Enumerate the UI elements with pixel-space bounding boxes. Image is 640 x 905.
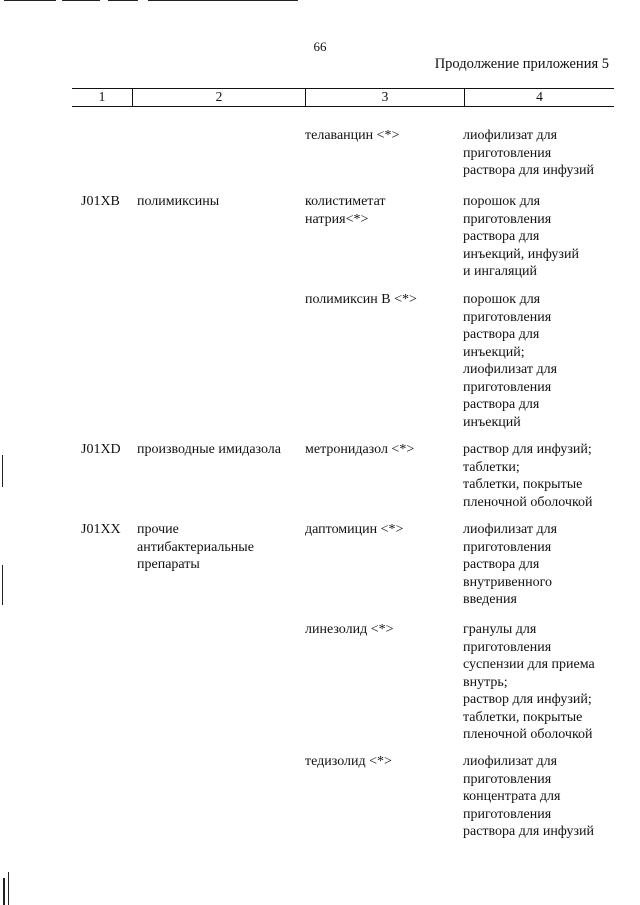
- dosage-forms-line: порошок для: [463, 292, 541, 307]
- drug-name-line: линезолид <*>: [305, 622, 394, 637]
- atc-code: [81, 193, 120, 211]
- drug-name: [305, 441, 414, 459]
- page-number: 66: [313, 39, 327, 54]
- drug-name: [305, 127, 399, 145]
- drug-name-line: тедизолид <*>: [305, 754, 392, 769]
- continuation-title: Продолжение приложения 5: [434, 56, 609, 72]
- drug-group-line: полимиксины: [137, 194, 220, 209]
- dosage-forms-line: приготовления: [463, 379, 552, 395]
- dosage-forms-line: введения: [463, 592, 517, 607]
- dosage-forms-line: суспензии для приема: [463, 657, 595, 672]
- dosage-forms-line: приготовления: [463, 771, 552, 787]
- dosage-forms-line: приготовления: [463, 309, 552, 325]
- drug-name: [305, 521, 403, 539]
- drug-name-line: полимиксин В <*>: [305, 292, 417, 307]
- drug-name: [305, 193, 386, 228]
- scan-mark-left: [2, 565, 3, 605]
- dosage-forms: [463, 193, 579, 281]
- dosage-forms-line: таблетки, покрытые: [463, 709, 583, 725]
- drug-group-line: антибактериальные: [137, 539, 254, 555]
- dosage-forms-line: раствора для: [463, 557, 540, 572]
- atc-code: [81, 441, 121, 459]
- dosage-forms-line: раствора для: [463, 229, 540, 244]
- scan-mark-left: [3, 878, 5, 905]
- scan-line-top: [148, 0, 298, 1]
- dosage-forms-line: раствор для инфузий;: [463, 442, 592, 457]
- dosage-forms-line: пленочной оболочкой: [463, 727, 593, 742]
- scan-line-top: [62, 0, 100, 1]
- dosage-forms: [463, 291, 557, 431]
- dosage-forms: [463, 521, 557, 609]
- drug-name: [305, 291, 417, 309]
- dosage-forms-line: и ингаляций: [463, 264, 537, 279]
- atc-code: [81, 521, 121, 539]
- drug-name-line: телаванцин <*>: [305, 128, 400, 143]
- dosage-forms-line: приготовления: [463, 211, 552, 227]
- dosage-forms-line: пленочной оболочкой: [463, 494, 593, 510]
- drug-group-line: производные имидазола: [137, 442, 282, 457]
- drug-group: [137, 193, 219, 211]
- dosage-forms-line: раствора для инфузий: [463, 824, 595, 839]
- drug-name-line: колистиметат: [305, 194, 386, 209]
- dosage-forms-line: раствора для: [463, 327, 540, 342]
- drug-group-line: препараты: [137, 557, 200, 572]
- dosage-forms-line: инъекций, инфузий: [463, 246, 579, 262]
- dosage-forms-line: приготовления: [463, 539, 552, 555]
- column-header: 3: [381, 89, 389, 104]
- dosage-forms-line: инъекций: [463, 414, 521, 430]
- dosage-forms-line: раствора для инфузий: [463, 163, 595, 178]
- atc-code-line: J01XD: [81, 442, 121, 457]
- column-header: 1: [98, 89, 106, 104]
- drug-name-line: метронидазол <*>: [305, 442, 415, 457]
- drug-name: [305, 753, 392, 771]
- drug-name-line: даптомицин <*>: [305, 522, 404, 537]
- dosage-forms-line: инъекций;: [463, 344, 525, 360]
- dosage-forms-line: приготовления: [463, 806, 552, 822]
- dosage-forms: [463, 441, 593, 511]
- dosage-forms-line: приготовления: [463, 145, 552, 161]
- drug-name-line: натрия<*>: [305, 211, 369, 227]
- dosage-forms: [463, 753, 594, 841]
- scan-mark-left: [8, 872, 9, 905]
- drug-name: [305, 621, 394, 639]
- dosage-forms: [463, 621, 595, 744]
- scan-mark-left: [2, 455, 3, 487]
- table-header: [72, 88, 614, 107]
- dosage-forms-line: раствор для инфузий;: [463, 692, 592, 707]
- dosage-forms-line: приготовления: [463, 639, 552, 655]
- dosage-forms: [463, 127, 594, 180]
- column-header: 2: [215, 89, 223, 104]
- dosage-forms-line: гранулы для: [463, 622, 537, 637]
- dosage-forms-line: лиофилизат для: [463, 754, 558, 769]
- dosage-forms-line: лиофилизат для: [463, 522, 558, 537]
- scan-line-top: [4, 0, 56, 1]
- dosage-forms-line: внутрь;: [463, 674, 508, 690]
- dosage-forms-line: раствора для: [463, 397, 540, 412]
- scan-line-top: [108, 0, 138, 1]
- dosage-forms-line: таблетки, покрытые: [463, 477, 583, 492]
- dosage-forms-line: лиофилизат для: [463, 128, 558, 143]
- drug-group-line: прочие: [137, 522, 179, 537]
- dosage-forms-line: концентрата для: [463, 789, 561, 804]
- drug-group: [137, 441, 281, 459]
- atc-code-line: J01XX: [81, 522, 121, 537]
- dosage-forms-line: лиофилизат для: [463, 362, 558, 377]
- dosage-forms-line: таблетки;: [463, 459, 520, 475]
- dosage-forms-line: порошок для: [463, 194, 541, 209]
- atc-code-line: J01XB: [81, 194, 120, 209]
- column-header: 4: [536, 89, 543, 104]
- drug-group: [137, 521, 254, 574]
- dosage-forms-line: внутривенного: [463, 574, 553, 590]
